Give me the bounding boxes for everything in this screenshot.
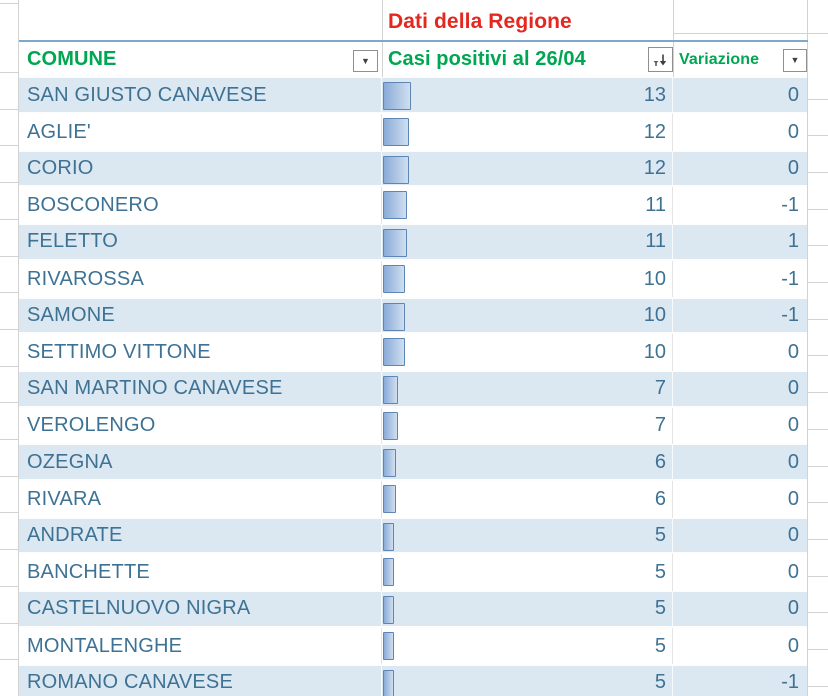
casi-sort-filter-button[interactable] (648, 47, 673, 72)
casi-value: 10 (643, 341, 666, 364)
casi-value: 11 (645, 194, 666, 217)
casi-cell[interactable] (382, 261, 673, 298)
comune-cell[interactable]: SAMONE (19, 299, 382, 333)
gridline (0, 109, 18, 110)
comune-cell[interactable]: MONTALENGHE (19, 628, 382, 665)
comune-cell[interactable]: OZEGNA (19, 445, 382, 479)
data-bar (383, 82, 411, 110)
table-row (19, 408, 807, 445)
casi-cell[interactable] (382, 481, 673, 518)
gridline (0, 439, 18, 440)
comune-cell[interactable]: CORIO (19, 152, 382, 186)
comune-cell[interactable]: FELETTO (19, 225, 382, 259)
comune-cell[interactable]: ANDRATE (19, 519, 382, 553)
variazione-cell[interactable]: 0 (787, 120, 799, 143)
gridline (808, 429, 828, 430)
table-row (19, 114, 807, 151)
casi-value: 7 (654, 377, 666, 400)
variazione-cell[interactable]: 0 (787, 634, 799, 657)
casi-value: 10 (643, 267, 666, 290)
variazione-cell[interactable]: 0 (787, 561, 799, 584)
gridline (0, 256, 18, 257)
gridline (0, 329, 18, 330)
banner-cell[interactable]: Dati della Regione (388, 9, 572, 33)
gridline (0, 659, 18, 660)
gridline (808, 135, 828, 136)
data-bar (383, 558, 394, 586)
table-row (19, 151, 807, 188)
casi-value: 5 (654, 597, 666, 620)
header-variazione[interactable]: Variazione (679, 50, 760, 68)
comune-cell[interactable]: SAN GIUSTO CANAVESE (19, 78, 382, 112)
comune-cell[interactable]: RIVARA (19, 481, 382, 518)
casi-cell[interactable] (382, 114, 673, 151)
table-row (19, 518, 807, 555)
data-bar (383, 670, 394, 696)
data-bar (383, 118, 409, 146)
data-bar (383, 303, 405, 331)
casi-cell[interactable] (382, 187, 673, 224)
gridline (807, 0, 808, 696)
filter-dropdown-icon: ▼ (361, 55, 370, 66)
gridline (808, 355, 828, 356)
table-row (19, 665, 807, 696)
data-bar (383, 523, 394, 551)
casi-cell[interactable] (382, 628, 673, 665)
comune-cell[interactable]: AGLIE' (19, 114, 382, 151)
table-row (19, 481, 807, 518)
comune-cell[interactable]: ROMANO CANAVESE (19, 666, 382, 696)
variazione-cell[interactable]: 0 (787, 597, 799, 620)
table-row (19, 444, 807, 481)
casi-value: 12 (643, 120, 666, 143)
data-bar (383, 338, 405, 366)
casi-value: 13 (643, 83, 666, 106)
gridline (0, 476, 18, 477)
comune-cell[interactable]: BOSCONERO (19, 187, 382, 224)
casi-cell[interactable] (382, 78, 673, 112)
gridline (808, 466, 828, 467)
casi-value: 11 (645, 230, 666, 253)
data-bar (383, 265, 405, 293)
table-row (19, 371, 807, 408)
table-row (19, 554, 807, 591)
gridline (808, 392, 828, 393)
gridline (808, 539, 828, 540)
table-row (19, 298, 807, 335)
casi-value: 6 (654, 487, 666, 510)
gridline (0, 366, 18, 367)
variazione-cell[interactable]: 0 (787, 524, 799, 547)
gridline (0, 623, 18, 624)
data-bar (383, 485, 396, 513)
gridline (0, 586, 18, 587)
table-row (19, 224, 807, 261)
gridline (0, 292, 18, 293)
data-bar (383, 156, 409, 184)
gridline (808, 99, 828, 100)
variazione-cell[interactable]: -1 (781, 303, 799, 326)
gridline (382, 0, 383, 77)
gridline (0, 219, 18, 220)
casi-cell[interactable] (382, 225, 673, 259)
variazione-cell[interactable]: 1 (787, 230, 799, 253)
gridline (673, 0, 674, 77)
casi-value: 10 (643, 303, 666, 326)
casi-cell[interactable] (382, 445, 673, 479)
variazione-cell[interactable]: 0 (787, 157, 799, 180)
gridline (808, 209, 828, 210)
table-row (19, 591, 807, 628)
casi-value: 7 (654, 414, 666, 437)
data-bar (383, 229, 407, 257)
header-casi[interactable]: Casi positivi al 26/04 (388, 48, 586, 70)
gridline (808, 245, 828, 246)
table-row (19, 77, 807, 114)
casi-cell[interactable] (382, 152, 673, 186)
casi-value: 5 (654, 524, 666, 547)
comune-cell[interactable]: BANCHETTE (19, 554, 382, 591)
gridline (808, 319, 828, 320)
data-bar (383, 376, 398, 404)
casi-cell[interactable] (382, 592, 673, 626)
gridline (808, 172, 828, 173)
gridline (674, 33, 828, 34)
casi-cell[interactable] (382, 666, 673, 696)
variazione-cell[interactable]: 0 (787, 341, 799, 364)
casi-value: 6 (654, 450, 666, 473)
casi-cell[interactable] (382, 334, 673, 371)
variazione-cell[interactable]: -1 (781, 267, 799, 290)
data-bar (383, 596, 394, 624)
data-bar (383, 191, 407, 219)
gridline (808, 502, 828, 503)
casi-cell[interactable] (382, 519, 673, 553)
gridline (0, 182, 18, 183)
gridline (0, 72, 18, 73)
data-bar (383, 632, 394, 660)
header-comune[interactable]: COMUNE (27, 48, 117, 70)
variazione-cell[interactable]: 0 (787, 450, 799, 473)
gridline (0, 402, 18, 403)
table-row (19, 628, 807, 665)
table-row (19, 334, 807, 371)
gridline (808, 649, 828, 650)
sort-descending-filter-icon (653, 53, 668, 67)
casi-cell[interactable] (382, 299, 673, 333)
casi-cell[interactable] (382, 554, 673, 591)
data-bar (383, 449, 396, 477)
table-row (19, 187, 807, 224)
table-row (19, 261, 807, 298)
gridline (808, 686, 828, 687)
gridline (0, 3, 18, 4)
gridline (808, 612, 828, 613)
casi-value: 5 (654, 561, 666, 584)
gridline (0, 549, 18, 550)
data-bar (383, 412, 398, 440)
casi-cell[interactable] (382, 372, 673, 406)
gridline (0, 145, 18, 146)
gridline (808, 576, 828, 577)
variazione-filter-button[interactable] (783, 49, 807, 72)
filter-dropdown-icon: ▼ (790, 55, 800, 65)
gridline (808, 282, 828, 283)
variazione-cell[interactable]: -1 (781, 194, 799, 217)
casi-value: 5 (654, 670, 666, 693)
comune-cell[interactable]: RIVAROSSA (19, 261, 382, 298)
comune-cell[interactable]: CASTELNUOVO NIGRA (19, 592, 382, 626)
comune-cell[interactable]: SAN MARTINO CANAVESE (19, 372, 382, 406)
casi-value: 12 (643, 157, 666, 180)
casi-cell[interactable] (382, 408, 673, 445)
variazione-cell[interactable]: 0 (787, 83, 799, 106)
variazione-cell[interactable]: 0 (787, 414, 799, 437)
variazione-cell[interactable]: -1 (781, 670, 799, 693)
casi-value: 5 (654, 634, 666, 657)
comune-filter-button[interactable] (353, 50, 378, 72)
variazione-cell[interactable]: 0 (787, 487, 799, 510)
gridline (0, 512, 18, 513)
comune-cell[interactable]: SETTIMO VITTONE (19, 334, 382, 371)
comune-cell[interactable]: VEROLENGO (19, 408, 382, 445)
variazione-cell[interactable]: 0 (787, 377, 799, 400)
